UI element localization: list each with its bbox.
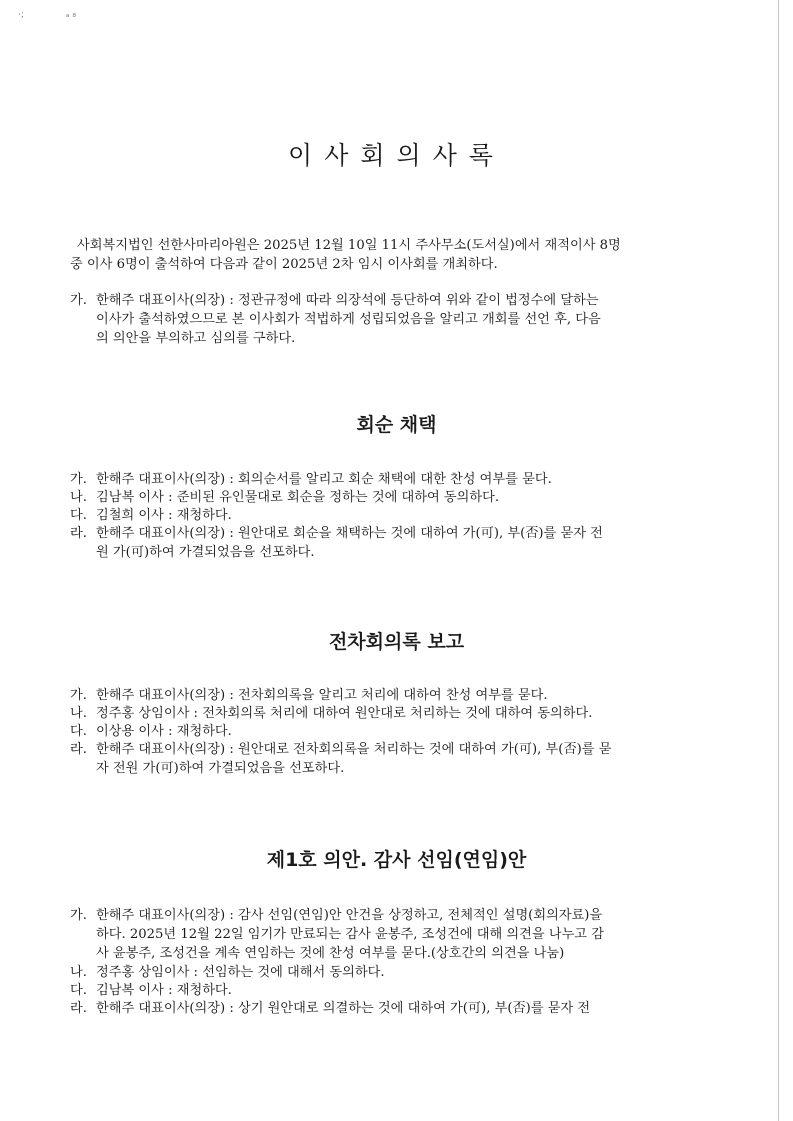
item-line: 한해주 대표이사(의장) : 정관규정에 따라 의장석에 등단하여 위와 같이 법정수에 달하는: [96, 293, 599, 308]
list-item: [70, 704, 720, 723]
item-marker: 나.: [70, 490, 87, 505]
list-item: [70, 488, 720, 507]
item-line: 이사가 출석하였으므로 본 이사회가 적법하게 성립되었음을 알리고 개회를 선언 후, 다음: [96, 312, 601, 327]
list-item: [70, 999, 720, 1018]
list-item: [70, 963, 720, 982]
section-title: 제1호 의안. 감사 선임(연임)안: [266, 849, 527, 871]
list-item: [70, 740, 720, 778]
item-marker: 가.: [70, 293, 87, 308]
item-line: 한해주 대표이사(의장) : 상기 원안대로 의결하는 것에 대하여 가(可), 부(否)를 묻자 전: [96, 1001, 591, 1016]
item-marker: 나.: [70, 965, 87, 980]
item-line: 원 가(可)하여 가결되었음을 선포하다.: [96, 545, 315, 560]
item-marker: 나.: [70, 706, 87, 721]
item-line: 한해주 대표이사(의장) : 전차회의록을 알리고 처리에 대하여 찬성 여부를 묻다.: [96, 688, 548, 703]
item-line: 한해주 대표이사(의장) : 원안대로 전차회의록을 처리하는 것에 대하여 가(可), 부(否)를 묻: [96, 742, 612, 757]
item-marker: 다.: [70, 724, 87, 739]
item-marker: 다.: [70, 983, 87, 998]
list-item: [70, 981, 720, 1000]
item-line: 자 전원 가(可)하여 가결되었음을 선포하다.: [96, 761, 345, 776]
item-line: 정주홍 상임이사 : 선임하는 것에 대해서 동의하다.: [96, 965, 385, 980]
list-item: [70, 906, 720, 963]
item-line: 김남복 이사 : 준비된 유인물대로 회순을 정하는 것에 대하여 동의하다.: [96, 490, 500, 505]
section-title: 전차회의록 보고: [328, 631, 465, 653]
item-line: 한해주 대표이사(의장) : 감사 선임(연임)안 안건을 상정하고, 전체적인 설명(회의자료)을: [96, 908, 603, 923]
list-item: [70, 722, 720, 741]
item-line: 사 윤봉주, 조성건을 계속 연임하는 것에 찬성 여부를 묻다.(상호간의 의견을 나눔): [96, 946, 565, 961]
scan-mark-left: ·;: [18, 10, 24, 20]
item-marker: 가.: [70, 688, 87, 703]
item-marker: 다.: [70, 508, 87, 523]
opening-item: [70, 291, 720, 348]
item-marker: 라.: [70, 1001, 87, 1016]
item-marker: 가.: [70, 472, 87, 487]
item-line: 하다. 2025년 12월 22일 임기가 만료되는 감사 윤봉주, 조성건에 대해 의견을 나누고 감: [96, 927, 604, 942]
intro-paragraph: [70, 236, 621, 274]
list-item: [70, 524, 720, 562]
list-item: [70, 506, 720, 525]
item-marker: 가.: [70, 908, 87, 923]
item-line: 김철희 이사 : 재청하다.: [96, 508, 232, 523]
item-line: 한해주 대표이사(의장) : 회의순서를 알리고 회순 채택에 대한 찬성 여부를 묻다.: [96, 472, 552, 487]
item-line: 정주홍 상임이사 : 전차회의록 처리에 대하여 원안대로 처리하는 것에 대하여 동의하다.: [96, 706, 593, 721]
item-line: 의 의안을 부의하고 심의를 구하다.: [96, 331, 296, 346]
item-marker: 라.: [70, 526, 87, 541]
item-line: 김남복 이사 : 재청하다.: [96, 983, 232, 998]
item-marker: 라.: [70, 742, 87, 757]
intro-line: 사회복지법인 선한사마리아원은 2025년 12월 10일 11시 주사무소(도서실)에서 재적이사 8명: [77, 238, 621, 253]
document-title: 이사회의사록: [288, 141, 505, 170]
list-item: [70, 470, 720, 489]
item-line: 한해주 대표이사(의장) : 원안대로 회순을 채택하는 것에 대하여 가(可), 부(否)를 묻자 전: [96, 526, 603, 541]
section-title: 회순 채택: [356, 414, 437, 436]
scan-mark-right: ₐ ₈: [66, 10, 76, 20]
list-item: [70, 686, 720, 705]
item-line: 이상용 이사 : 재청하다.: [96, 724, 232, 739]
intro-line: 중 이사 6명이 출석하여 다음과 같이 2025년 2차 임시 이사회를 개최하다.: [70, 257, 498, 272]
